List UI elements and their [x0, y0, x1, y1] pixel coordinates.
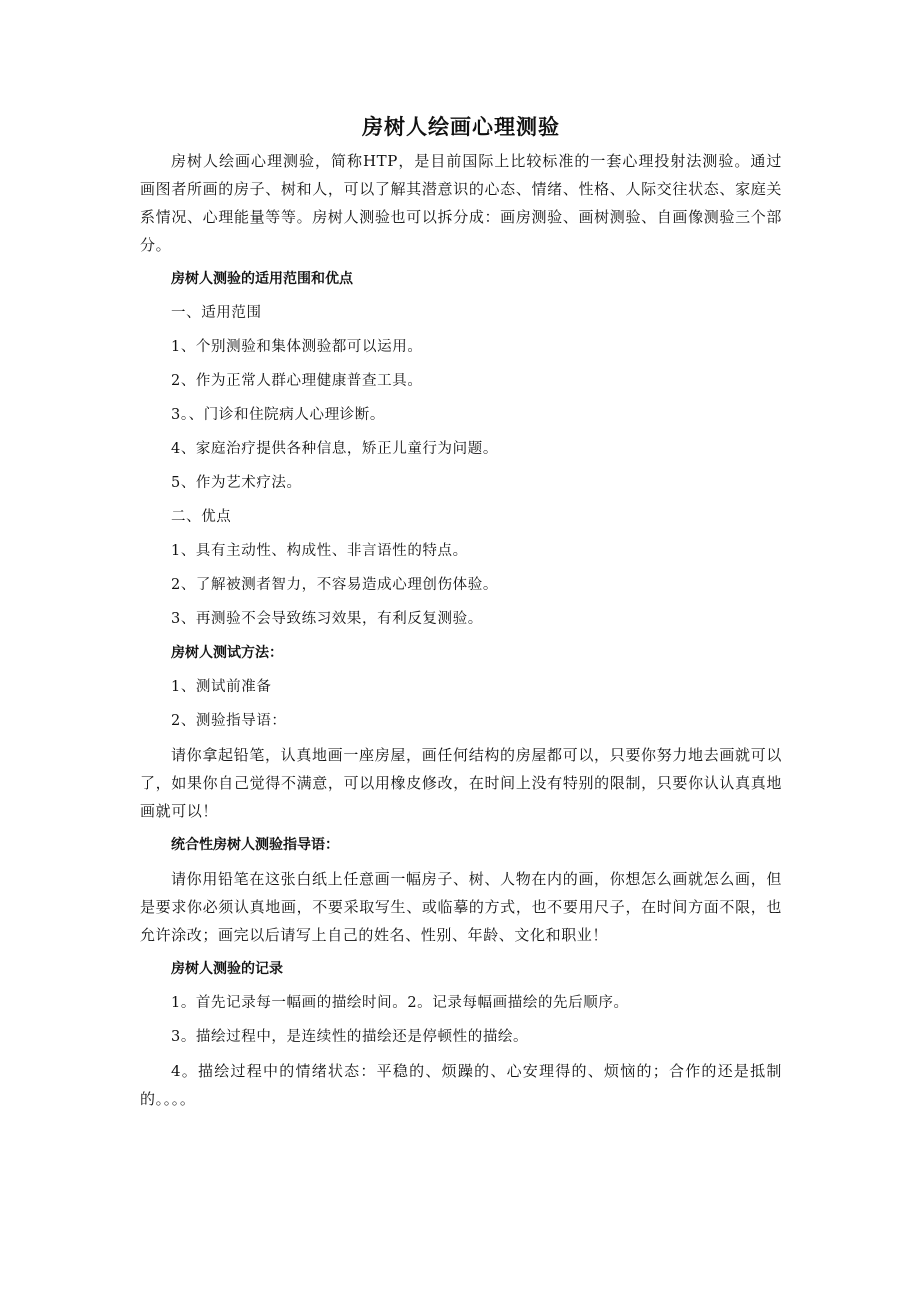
advantage-item: 3、再测验不会导致练习效果，有利反复测验。: [171, 611, 483, 627]
section-heading-test-method: 房树人测试方法：: [171, 645, 283, 661]
section-heading-integrated-instructions: 统合性房树人测验指导语：: [171, 837, 339, 853]
document-title: 房树人绘画心理测验: [362, 115, 560, 139]
instruction-paragraph: 请你拿起铅笔，认真地画一座房屋，画任何结构的房屋都可以，只要你努力地去画就可以了，如果你自己觉得不满意，可以用橡皮修改，在时间上没有特别的限制，只要你认认真真地画就可以！: [140, 746, 782, 820]
integrated-instruction-paragraph: 请你用铅笔在这张白纸上任意画一幅房子、树、人物在内的画，你想怎么画就怎么画，但是要求你必须认真地画，不要采取写生、或临摹的方式，也不要用尺子，在时间方面不限，也允许涂改；画完以后请写上自己的姓名、性别、年龄、文化和职业！: [140, 870, 782, 944]
scope-subheading: 一、适用范围: [171, 305, 262, 321]
record-item: 3。描绘过程中，是连续性的描绘还是停顿性的描绘。: [171, 1029, 529, 1045]
record-item: 1。首先记录每一幅画的描绘时间。2。记录每幅画描绘的先后顺序。: [171, 995, 629, 1011]
intro-paragraph: 房树人绘画心理测验，简称HTP，是目前国际上比较标准的一套心理投射法测验。通过画图者所画的房子、树和人，可以了解其潜意识的心态、情绪、性格、人际交往状态、家庭关系情况、心理能量等等。房树人测验也可以拆分成：画房测验、画树测验、自画像测验三个部分。: [140, 152, 782, 254]
scope-item: 3。、门诊和住院病人心理诊断。: [171, 407, 385, 423]
record-item-long: 4。描绘过程中的情绪状态：平稳的、烦躁的、心安理得的、烦恼的；合作的还是抵制的。。。。: [140, 1062, 782, 1108]
document-page: [140, 112, 782, 1119]
advantage-item: 2、了解被测者智力，不容易造成心理创伤体验。: [171, 577, 498, 593]
section-heading-scope-advantages: 房树人测验的适用范围和优点: [171, 271, 353, 287]
advantages-subheading: 二、优点: [171, 509, 232, 525]
section-heading-records: 房树人测验的记录: [171, 961, 283, 977]
method-item: 1、测试前准备: [171, 679, 272, 695]
advantage-item: 1、具有主动性、构成性、非言语性的特点。: [171, 543, 468, 559]
scope-item: 5、作为艺术疗法。: [171, 475, 302, 491]
scope-item: 4、家庭治疗提供各种信息，矫正儿童行为问题。: [171, 441, 498, 457]
method-item: 2、测验指导语：: [171, 713, 287, 729]
scope-item: 1、个别测验和集体测验都可以运用。: [171, 339, 423, 355]
scope-item: 2、作为正常人群心理健康普查工具。: [171, 373, 423, 389]
